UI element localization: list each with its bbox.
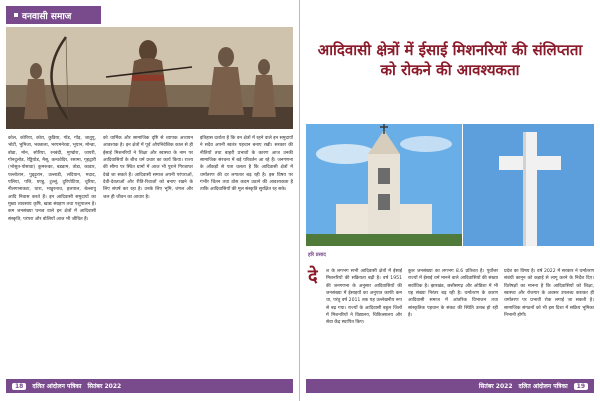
left-footer-issue: सितंबर 2022	[87, 383, 122, 390]
right-page	[300, 0, 600, 401]
left-footer-magazine: दलित आंदोलन पत्रिका	[32, 383, 82, 390]
right-footer-issue: सितंबर 2022	[478, 383, 513, 390]
drop-cap: दे	[308, 266, 318, 287]
right-page-number: 19	[574, 383, 588, 390]
bullet-icon	[14, 13, 18, 17]
right-column-2	[408, 268, 498, 373]
left-footer	[6, 379, 293, 393]
left-column-2-text: को धार्मिक और सामाजिक दृष्टि से व्यापक अध्ययन आवश्यक है। इन क्षेत्रों में पूर्व औपनिवेशिक काल से ही ईसाई मिशनरियों ने शिक्षा और स्वास्थ्य के नाम पर आदिवासियों के बीच धर्म प्रचार का कार्य किया। राज्य की सीमा पर स्थित ग्रामों में आज भी पुराने गिरजाघर देखे जा सकते हैं। आदिवासी समाज अपनी परंपराओं, देवी-देवताओं और रीति-रिवाजों को बनाए रखने के लिए संघर्ष कर रहा है। उनके लिए भूमि, जंगल और जल ही जीवन का आधार है।	[103, 136, 193, 200]
left-page-number: 18	[12, 383, 26, 390]
section-title: वनवासी समाज	[22, 11, 72, 22]
church-illustration	[306, 124, 462, 246]
right-column-3-text: प्रदेश का विषय है। वर्ष 2022 में सरकार ने धर्मांतरण संबंधी कानून को कड़ाई से लागू करने के निर्देश दिए। विशेषज्ञों का मानना है कि आदिवासियों को शिक्षा, स्वास्थ्य और रोजगार के अवसर उपलब्ध कराकर ही धर्मांतरण पर प्रभावी रोक लगाई जा सकती है। सामाजिक संगठनों को भी इस दिशा में सक्रिय भूमिका निभानी होगी।	[504, 269, 594, 319]
left-column-1-text: कोल, कोरिया, कोरा, कुडिया, गोंड, गोंड़, जातुपु, भोटी, भुमिजा, भक्ताला, भरपमनेरवा, भूयान, मोन्डा, बोडा, मोन, सोरिया, रनबंदी, मुण्डोरा, जायरी, गोनदुलोड, रेड्डियोड, मैसू, कन्धवेदिर, रसामा, गृहद्वारी (भोसुत-पोसावा) कुमरूका, बडडाम, तोडा, काडार, पल्लोतान, पुड्ढ़ुरान, उल्लाडी, लदियान, मदाद, पलिया, पत्ति, घण्डु, टुल्लूं, दुरिपोटिया, चूरिया, नीलगानाकटा, थारा, भाडुरनाथ, हलपाल, बेल्लायु आदि निवास करते हैं। इन आदिवासी समुदायों का मुख्य व्यवसाय कृषि, खाद्य संग्रहण तथा पशुपालन है। कम जनसंख्या घनत्व वाले इन क्षेत्रों में आदिवासी संस्कृति, परंपरा और बोलियाँ आज भी जीवित हैं।	[8, 136, 96, 222]
church-photo	[306, 124, 462, 246]
right-column-2-text: कुल जनसंख्या का लगभग 8.6 प्रतिशत है। पूर्वोत्तर राज्यों में ईसाई धर्म मानने वाले आदिवासियों की संख्या सर्वाधिक है। झारखंड, छत्तीसगढ़ और ओडिशा में भी यह संख्या निरंतर बढ़ रही है। धर्मांतरण के कारण आदिवासी समाज में आंतरिक विभाजन तथा सांस्कृतिक पहचान के संकट की स्थिति उत्पन्न हो रही है।	[408, 269, 498, 319]
left-column-1	[8, 135, 96, 373]
right-column-1	[326, 268, 402, 373]
left-column-3	[200, 135, 293, 373]
author-tag: हरि प्रसाद	[308, 252, 326, 258]
right-column-1-text: श के लगभग सभी आदिवासी क्षेत्रों में ईसाई मिशनरियों की सक्रियता बढ़ी है। वर्ष 1951 की जनगणना के अनुसार आदिवासियों की जनसंख्या में ईसाइयों का अनुपात काफी कम था, परंतु वर्ष 2011 तक यह उल्लेखनीय रूप से बढ़ गया। राज्यों के आदिवासी बहुल जिलों में मिशनरियों ने विद्यालय, चिकित्सालय और सेवा केंद्र स्थापित किए।	[326, 269, 402, 326]
left-column-2	[103, 135, 193, 373]
cross-illustration	[463, 124, 594, 246]
warrior-illustration	[6, 27, 293, 129]
warrior-photo	[6, 27, 293, 129]
right-footer	[306, 379, 594, 393]
section-banner	[6, 6, 101, 24]
right-column-3	[504, 268, 594, 373]
article-headline: आदिवासी क्षेत्रों में ईसाई मिशनरियों की संलिप्तता को रोकने की आवश्यकता	[317, 41, 583, 79]
right-footer-magazine: दलित आंदोलन पत्रिका	[518, 383, 568, 390]
left-column-3-text: इतिहास दर्शाता है कि वन क्षेत्रों में रहने वाले इन समुदायों ने सदैव अपनी स्वतंत्र पहचान बनाए रखी। सरकार की नीतियों तथा बाहरी प्रभावों के कारण आज उनकी सामाजिक संरचना में बड़े परिवर्तन आ रहे हैं। जनगणना के आँकड़ों से पता चलता है कि आदिवासी क्षेत्रों में धर्मांतरण की दर लगातार बढ़ रही है। इस विषय पर गंभीर चिंतन तथा ठोस कदम उठाने की आवश्यकता है ताकि आदिवासियों की मूल संस्कृति सुरक्षित रह सके।	[200, 136, 293, 193]
cross-photo	[463, 124, 594, 246]
